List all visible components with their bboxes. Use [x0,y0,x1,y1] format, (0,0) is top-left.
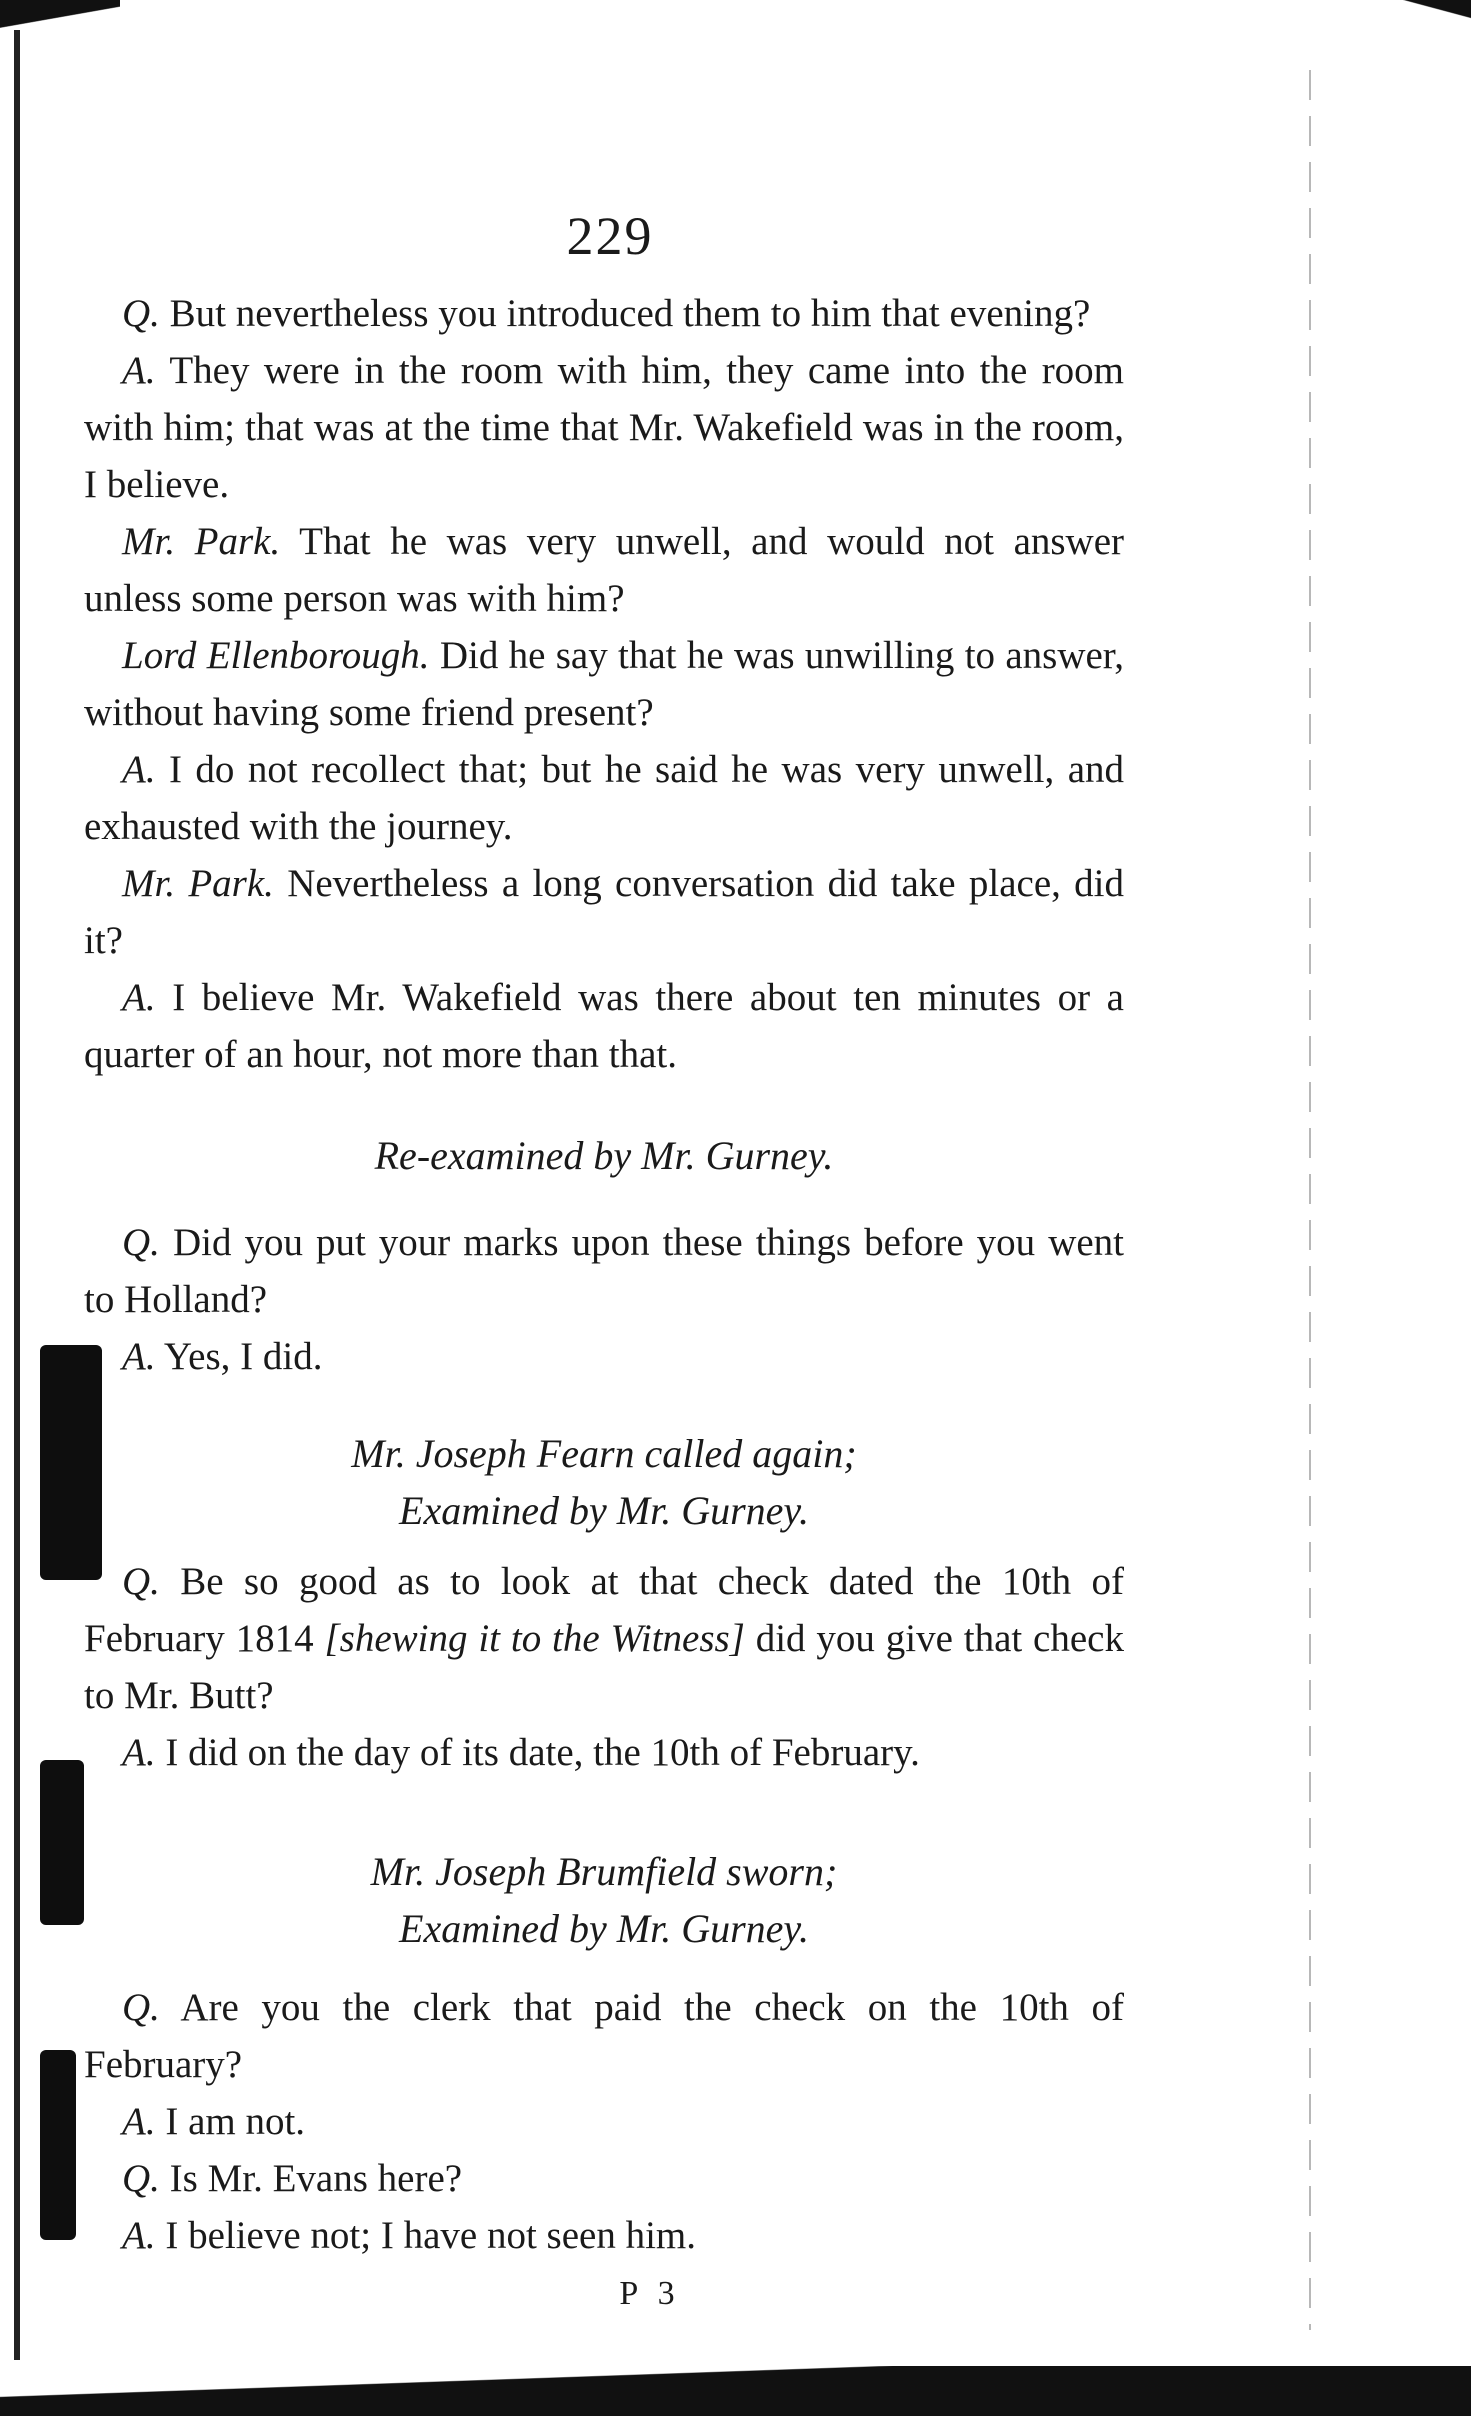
paragraph-text: did you give that check to Mr. Butt? [84,1617,1124,1717]
speaker-label: A. [122,1335,156,1378]
paragraph [84,285,1124,342]
examination-heading: Examined by Mr. Gurney. [399,1488,809,1533]
paragraph-text: They were in the room with him, they came into the room with him; that was at the time that Mr. Wakefield was in the room, I believe. [84,349,1125,506]
paragraph-text: I believe not; I have not seen him. [165,2214,696,2257]
scan-edge-top-right [1331,0,1471,60]
page-body [84,285,1124,2264]
speaker-label: Mr. Park. [122,520,281,563]
paragraph [84,1214,1124,1328]
ink-blot [40,2050,76,2240]
paragraph-text: Did he say that he was unwilling to answer, without having some friend present? [84,634,1124,734]
paragraph-text: I am not. [165,2100,306,2143]
scan-edge-right [1309,70,1311,2330]
speaker-label: A. [122,2214,156,2257]
paragraph-text: I believe Mr. Wakefield was there about ten minutes or a quarter of an hour, not more than that. [84,976,1124,1076]
paragraph [84,1328,1124,1385]
paragraph [84,1979,1124,2093]
paragraph [84,627,1124,741]
speaker-label: A. [122,976,156,1019]
speaker-label: Lord Ellenborough. [122,634,430,677]
scan-edge-bottom [0,2366,1471,2416]
page-number: 229 [566,206,654,266]
speaker-label: Q. [122,1986,160,2029]
examination-heading: Examined by Mr. Gurney. [399,1906,809,1951]
paragraph [84,342,1124,513]
stage-direction: [shewing it to the Witness] [324,1617,745,1660]
paragraph-text: I did on the day of its date, the 10th of February. [165,1731,920,1774]
paragraph-text: Is Mr. Evans here? [169,2157,463,2200]
paragraph-text: Be so good as to look at that check dated the 10th of February 1814 [84,1560,1125,1660]
paragraph-text: Yes, I did. [163,1335,323,1378]
speaker-label: A. [122,2100,156,2143]
section-heading: Re-examined by Mr. Gurney. [374,1133,834,1178]
paragraph [84,969,1124,1083]
paragraph [84,741,1124,855]
scan-edge-left [14,30,20,2360]
paragraph [84,2207,1124,2264]
paragraph [84,2150,1124,2207]
paragraph-text: Are you the clerk that paid the check on the 10th of February? [84,1986,1124,2086]
speaker-label: Mr. Park. [122,862,274,905]
speaker-label: A. [122,748,156,791]
speaker-label: Q. [122,2157,160,2200]
paragraph-text: I do not recollect that; but he said he was very unwell, and exhausted with the journey. [84,748,1124,848]
paragraph [84,2093,1124,2150]
speaker-label: Q. [122,1221,160,1264]
paragraph [84,1724,1124,1781]
paragraph [84,513,1124,627]
paragraph [84,855,1124,969]
speaker-label: A. [122,349,156,392]
speaker-label: Q. [122,1560,160,1603]
paragraph-text: Nevertheless a long conversation did take place, did it? [84,862,1124,962]
witness-heading: Mr. Joseph Brumfield sworn; [370,1849,838,1894]
speaker-label: Q. [122,292,160,335]
witness-heading: Mr. Joseph Fearn called again; [351,1431,857,1476]
paragraph-text: But nevertheless you introduced them to him that evening? [169,292,1091,335]
signature-mark: P 3 [619,2275,681,2312]
paragraph-text: That he was very unwell, and would not answer unless some person was with him? [84,520,1125,620]
paragraph-text: Did you put your marks upon these things before you went to Holland? [84,1221,1124,1321]
ink-blot [40,1760,84,1925]
speaker-label: A. [122,1731,156,1774]
paragraph [84,1553,1124,1724]
